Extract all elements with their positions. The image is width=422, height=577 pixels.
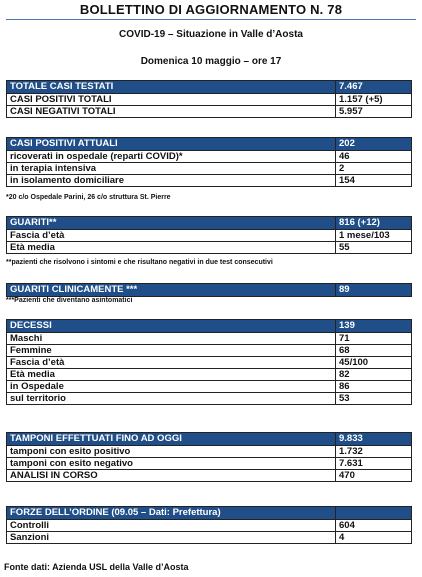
bulletin-title: BOLLETTINO DI AGGIORNAMENTO N. 78 [79,2,343,17]
table-row [7,470,412,482]
header-value: 139 [336,320,412,333]
table-header-row [7,81,412,94]
row-value: 68 [336,345,412,357]
row-label: in terapia intensiva [7,163,336,175]
table-header-row [7,507,412,520]
table-row [7,242,412,254]
table-row [7,458,412,470]
row-value: 4 [336,532,412,544]
row-value: 45/100 [336,357,412,369]
table-row [7,381,412,393]
table-header-row [7,320,412,333]
row-label: CASI POSITIVI TOTALI [7,94,336,106]
data-source: Fonte dati: Azienda USL della Valle d’Aosta [4,562,189,572]
row-label: Età media [7,369,336,381]
table-forze-ordine [6,506,412,544]
table-decessi [6,319,412,405]
row-value: 1.732 [336,446,412,458]
row-label: tamponi con esito negativo [7,458,336,470]
row-label: Femmine [7,345,336,357]
row-label: Fascia d’età [7,230,336,242]
row-label: CASI NEGATIVI TOTALI [7,106,336,118]
header-label: GUARITI** [7,217,336,230]
table-row [7,532,412,544]
header-value: 89 [336,284,412,297]
table-row [7,230,412,242]
row-value: 7.631 [336,458,412,470]
table-casi-attuali [6,137,412,187]
header-label: DECESSI [7,320,336,333]
title-rule [6,19,416,20]
bulletin-subtitle: COVID-19 – Situazione in Valle d’Aosta [119,29,303,40]
row-value: 5.957 [336,106,412,118]
row-label: ricoverati in ospedale (reparti COVID)* [7,151,336,163]
row-value: 2 [336,163,412,175]
row-value: 53 [336,393,412,405]
row-label: ANALISI IN CORSO [7,470,336,482]
footnote-clinicamente: ***Pazienti che diventano asintomatici [6,297,133,304]
row-value: 1.157 (+5) [336,94,412,106]
row-label: Età media [7,242,336,254]
footnote-attuali: *20 c/o Ospedale Parini, 26 c/o struttura St. Pierre [6,194,171,201]
row-value: 46 [336,151,412,163]
header-label: CASI POSITIVI ATTUALI [7,138,336,151]
header-value [336,507,412,520]
row-label: sul territorio [7,393,336,405]
row-value: 1 mese/103 [336,230,412,242]
row-value: 86 [336,381,412,393]
row-label: tamponi con esito positivo [7,446,336,458]
bulletin-date: Domenica 10 maggio – ore 17 [140,56,282,67]
header-value: 7.467 [336,81,412,94]
row-label: Maschi [7,333,336,345]
table-header-row [7,138,412,151]
table-row [7,94,412,106]
row-label: Fascia d’età [7,357,336,369]
table-row [7,175,412,187]
table-header-row [7,284,412,297]
header-label: TAMPONI EFFETTUATI FINO AD OGGI [7,433,336,446]
header-value: 202 [336,138,412,151]
table-row [7,151,412,163]
table-totale-casi [6,80,412,118]
row-value: 82 [336,369,412,381]
header-label: TOTALE CASI TESTATI [7,81,336,94]
header-label: FORZE DELL’ORDINE (09.05 – Dati: Prefettura) [7,507,336,520]
table-row [7,393,412,405]
row-label: in Ospedale [7,381,336,393]
table-tamponi [6,432,412,482]
row-label: in isolamento domiciliare [7,175,336,187]
table-row [7,345,412,357]
table-row [7,333,412,345]
table-guariti [6,216,412,254]
row-value: 71 [336,333,412,345]
row-value: 154 [336,175,412,187]
table-row [7,163,412,175]
table-row [7,106,412,118]
row-value: 470 [336,470,412,482]
header-value: 9.833 [336,433,412,446]
table-row [7,520,412,532]
table-guariti-clinicamente [6,283,412,297]
row-label: Sanzioni [7,532,336,544]
table-header-row [7,433,412,446]
row-value: 55 [336,242,412,254]
row-value: 604 [336,520,412,532]
row-label: Controlli [7,520,336,532]
header-value: 816 (+12) [336,217,412,230]
header-label: GUARITI CLINICAMENTE *** [7,284,336,297]
table-row [7,446,412,458]
table-row [7,369,412,381]
footnote-guariti: **pazienti che risolvono i sintomi e che risultano negativi in due test consecutivi [6,259,273,266]
table-header-row [7,217,412,230]
table-row [7,357,412,369]
